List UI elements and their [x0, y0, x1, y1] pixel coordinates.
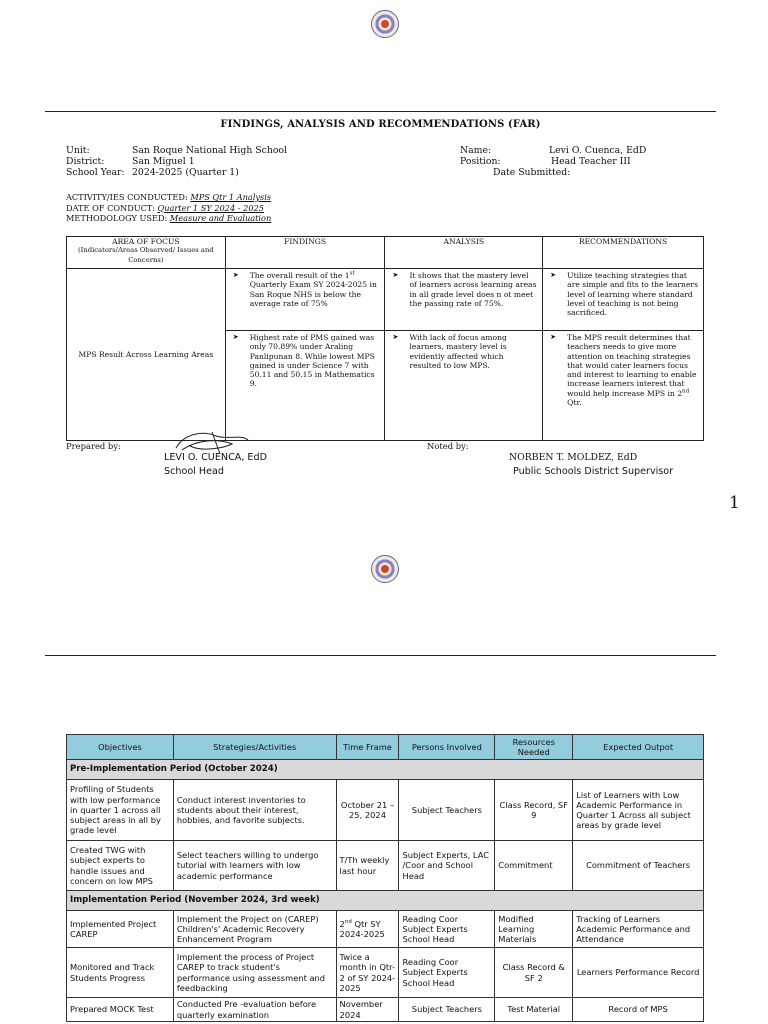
name-row: Name: Levi O. Cuenca, EdD — [460, 145, 647, 156]
header-time-frame: Time Frame — [336, 735, 399, 760]
action-plan-table — [66, 734, 704, 1022]
header-strategies: Strategies/Activities — [173, 735, 336, 760]
table-row: Created TWG with subject experts to handle issues and concern on low MPS Select teachers willing to undergo tutorial with learners with low academic performance T/Th weekly last hour Subject Experts, LAC /Coor and School Head Commitment Commitment of Teachers — [67, 841, 704, 891]
header-resources: Resources Needed — [495, 735, 573, 760]
prepared-by-label: Prepared by: — [66, 441, 121, 451]
arrow-bullet-icon: ➤ — [392, 271, 399, 279]
header-objectives: Objectives — [67, 735, 174, 760]
analysis-1: ➤ It shows that the mastery level of learners across learning areas in all grade level does n ot meet the passing rate of 75%. — [385, 269, 543, 331]
school-year-row: School Year: 2024-2025 (Quarter 1) — [66, 167, 239, 178]
header-findings: FINDINGS — [225, 237, 385, 269]
header-persons-involved: Persons Involved — [399, 735, 495, 760]
deped-seal-icon — [371, 10, 399, 38]
period-row: Pre-Implementation Period (October 2024) — [67, 760, 704, 780]
position-row: Position: Head Teacher III — [460, 156, 631, 167]
table-row: Implemented Project CAREP Implement the Project on (CAREP) Children's' Academic Recovery Enhancement Program 2nd Qtr SY 2024-2025 Reading Coor Subject Experts School Head Modified Learning Materials Tracking of Learners Academic Performance and Attendance — [67, 911, 704, 948]
unit-row: Unit: San Roque National High School — [66, 145, 287, 156]
table-row: Prepared MOCK Test Conducted Pre -evaluation before quarterly examination November 2024 Subject Teachers Test Material Record of MPS — [67, 998, 704, 1022]
header-area-of-focus: AREA OF FOCUS (Indicators/Areas Observed/ Issues and Concerns) — [67, 237, 226, 269]
recommendation-1: ➤ Utilize teaching strategies that are simple and fits to the learners level of learning where standard level of teaching is not being sacrificed. — [543, 269, 704, 331]
finding-1: ➤ The overall result of the 1st Quarterly Exam SY 2024-2025 in San Roque NHS is below the average rate of 75% — [225, 269, 385, 331]
arrow-bullet-icon: ➤ — [550, 271, 557, 279]
header-divider — [45, 111, 716, 112]
header-expected-output: Expected Outpot — [573, 735, 704, 760]
table-row: Profiling of Students with low performance in quarter 1 across all subject areas in all by grade level Conduct interest inventories to students about their interest, hobbies, and favorite subjects. October 21 – 25, 2024 Subject Teachers Class Record, SF 9 List of Learners with Low Academic Performance in Quarter 1 Across all subject areas by grade level — [67, 780, 704, 841]
arrow-bullet-icon: ➤ — [392, 333, 399, 341]
header-analysis: ANALYSIS — [385, 237, 543, 269]
finding-2: ➤ Highest rate of PMS gained was only 70.89% under Araling Panlipunan 8. While lowest MPS gained is under Science 7 with 50.11 and 50.15 in Mathematics 9. — [225, 331, 385, 441]
header-divider — [45, 655, 716, 656]
noted-by-role: Public Schools District Supervisor — [513, 466, 674, 477]
noted-by-label: Noted by: — [427, 441, 469, 451]
page-number: 1 — [729, 493, 740, 513]
district-row: District: San Miguel 1 — [66, 156, 195, 167]
far-table — [66, 236, 704, 441]
prepared-by-role: School Head — [164, 466, 224, 477]
analysis-2: ➤ With lack of focus among learners, mastery level is evidently affected which resulted to low MPS. — [385, 331, 543, 441]
page-title: FINDINGS, ANALYSIS AND RECOMMENDATIONS (FAR) — [220, 119, 541, 130]
area-of-focus-cell: MPS Result Across Learning Areas — [67, 269, 226, 441]
arrow-bullet-icon: ➤ — [232, 333, 239, 341]
deped-seal-icon — [371, 555, 399, 583]
period-row: Implementation Period (November 2024, 3rd week) — [67, 891, 704, 911]
noted-by-name: NORBEN T. MOLDEZ, EdD — [509, 452, 638, 463]
header-recommendations: RECOMMENDATIONS — [543, 237, 704, 269]
table-row: Monitored and Track Students Progress Implement the process of Project CAREP to track student's performance using assessment and feedbacking Twice a month in Qtr-2 of SY 2024-2025 Reading Coor Subject Experts School Head Class Record & SF 2 Learners Performance Record — [67, 948, 704, 998]
recommendation-2: ➤ The MPS result determines that teachers needs to give more attention on teaching strategies that would cater learners focus and interest to learning to enable increase learners interest that would help increase MPS in 2nd Qtr. — [543, 331, 704, 441]
arrow-bullet-icon: ➤ — [550, 333, 557, 341]
date-submitted-label: Date Submitted: — [493, 167, 571, 178]
prepared-by-name: LEVI O. CUENCA, EdD — [164, 452, 267, 463]
activity-block: ACTIVITY/IES CONDUCTED: MPS Qtr 1 Analysis DATE OF CONDUCT: Quarter 1 SY 2024 - 2025 METHODOLOGY USED: Measure and Evaluation — [66, 192, 272, 223]
arrow-bullet-icon: ➤ — [232, 271, 239, 279]
